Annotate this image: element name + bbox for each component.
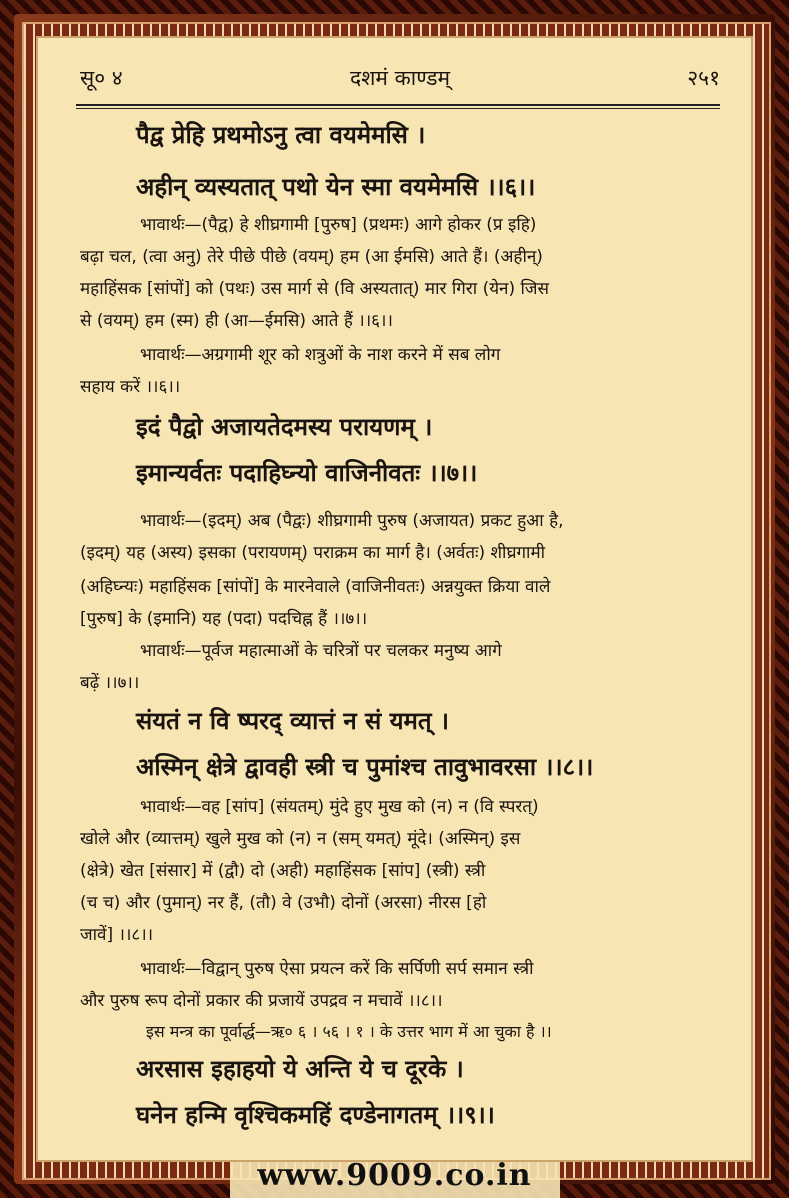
summary-line: और पुरुष रूप दोनों प्रकार की प्रजायें उपद्रव न मचावें ।।८।। xyxy=(80,991,443,1011)
mantra-line: संयतं न वि ष्परद् व्यात्तं न सं यमत् । xyxy=(136,707,449,735)
bhavarth-line: भावार्थः—(इदम्) अब (पैद्वः) शीघ्रगामी पुरुष (अजायत) प्रकट हुआ है, xyxy=(140,511,564,531)
summary-line: बढ़ें ।।७।। xyxy=(80,673,140,693)
page-header xyxy=(80,58,720,98)
bhavarth-line: (क्षेत्रे) खेत [संसार] में (द्वौ) दो (अही) महाहिंसक [सांप] (स्त्री) स्त्री xyxy=(80,861,486,881)
site-watermark: www.9009.co.in xyxy=(257,1158,532,1193)
header-rule-thin xyxy=(76,108,720,109)
sukta-number: सू० ४ xyxy=(80,66,123,90)
mantra-line: इमान्यर्वतः पदाहिघ्न्यो वाजिनीवतः ।।७।। xyxy=(136,459,478,487)
bhavarth-line: [पुरुष] के (इमानि) यह (पदा) पदचिह्न हैं ।।७।। xyxy=(80,609,368,629)
page-number: २५१ xyxy=(687,66,720,90)
bhavarth-line: भावार्थः—(पैद्व) हे शीघ्रगामी [पुरुष] (प्रथमः) आगे होकर (प्र इहि) xyxy=(140,215,537,235)
bhavarth-line: खोले और (व्यात्तम्) खुले मुख को (न) न (सम् यमत्) मूंदे। (अस्मिन्) इस xyxy=(80,829,521,849)
mantra-line: घनेन हन्मि वृश्चिकमहिं दण्डेनागतम् ।।९।। xyxy=(136,1101,495,1129)
mantra-line: पैद्व प्रेहि प्रथमोऽनु त्वा वयमेमसि । xyxy=(136,121,426,149)
summary-line: भावार्थः—पूर्वज महात्माओं के चरित्रों पर चलकर मनुष्य आगे xyxy=(140,641,502,661)
bhavarth-line: बढ़ा चल, (त्वा अनु) तेरे पीछे पीछे (वयम्) हम (आ ईमसि) आते हैं। (अहीन्) xyxy=(80,247,543,267)
kanda-title: दशमं काण्डम् xyxy=(350,66,450,90)
summary-line: भावार्थः—अग्रगामी शूर को शत्रुओं के नाश करने में सब लोग xyxy=(140,345,501,365)
footnote-line: इस मन्त्र का पूर्वार्द्ध—ऋ० ६ । ५६ । १ । के उत्तर भाग में आ चुका है ।। xyxy=(146,1022,552,1041)
bhavarth-line: भावार्थः—वह [सांप] (संयतम्) मुंदे हुए मुख को (न) न (वि स्परत्) xyxy=(140,797,539,817)
mantra-line: अस्मिन् क्षेत्रे द्वावही स्त्री च पुमांश्च तावुभावरसा ।।८।। xyxy=(136,753,594,781)
summary-line: भावार्थः—विद्वान् पुरुष ऐसा प्रयत्न करें कि सर्पिणी सर्प समान स्त्री xyxy=(140,959,534,979)
header-rule xyxy=(76,104,720,106)
mantra-line: अहीन् व्यस्यतात् पथो येन स्मा वयमेमसि ।।६।। xyxy=(136,173,536,201)
bhavarth-line: से (वयम्) हम (स्म) ही (आ—ईमसि) आते हैं ।।६।। xyxy=(80,311,393,331)
bhavarth-line: (अहिघ्न्यः) महाहिंसक [सांपों] के मारनेवाले (वाजिनीवतः) अन्नयुक्त क्रिया वाले xyxy=(80,577,551,597)
bhavarth-line: (च च) और (पुमान्) नर हैं, (तौ) वे (उभौ) दोनों (अरसा) नीरस [हो xyxy=(80,893,487,913)
mantra-line: अरसास इहाहयो ये अन्ति ये च दूरके । xyxy=(136,1055,464,1083)
mantra-line: इदं पैद्वो अजायतेदमस्य परायणम् । xyxy=(136,413,433,441)
book-page xyxy=(36,36,753,1162)
bhavarth-line: महाहिंसक [सांपों] को (पथः) उस मार्ग से (वि अस्यतात्) मार गिरा (येन) जिस xyxy=(80,279,550,299)
bhavarth-line: (इदम्) यह (अस्य) इसका (परायणम्) पराक्रम का मार्ग है। (अर्वतः) शीघ्रगामी xyxy=(80,543,546,563)
summary-line: सहाय करें ।।६।। xyxy=(80,377,181,397)
bhavarth-line: जावें] ।।८।। xyxy=(80,925,154,945)
